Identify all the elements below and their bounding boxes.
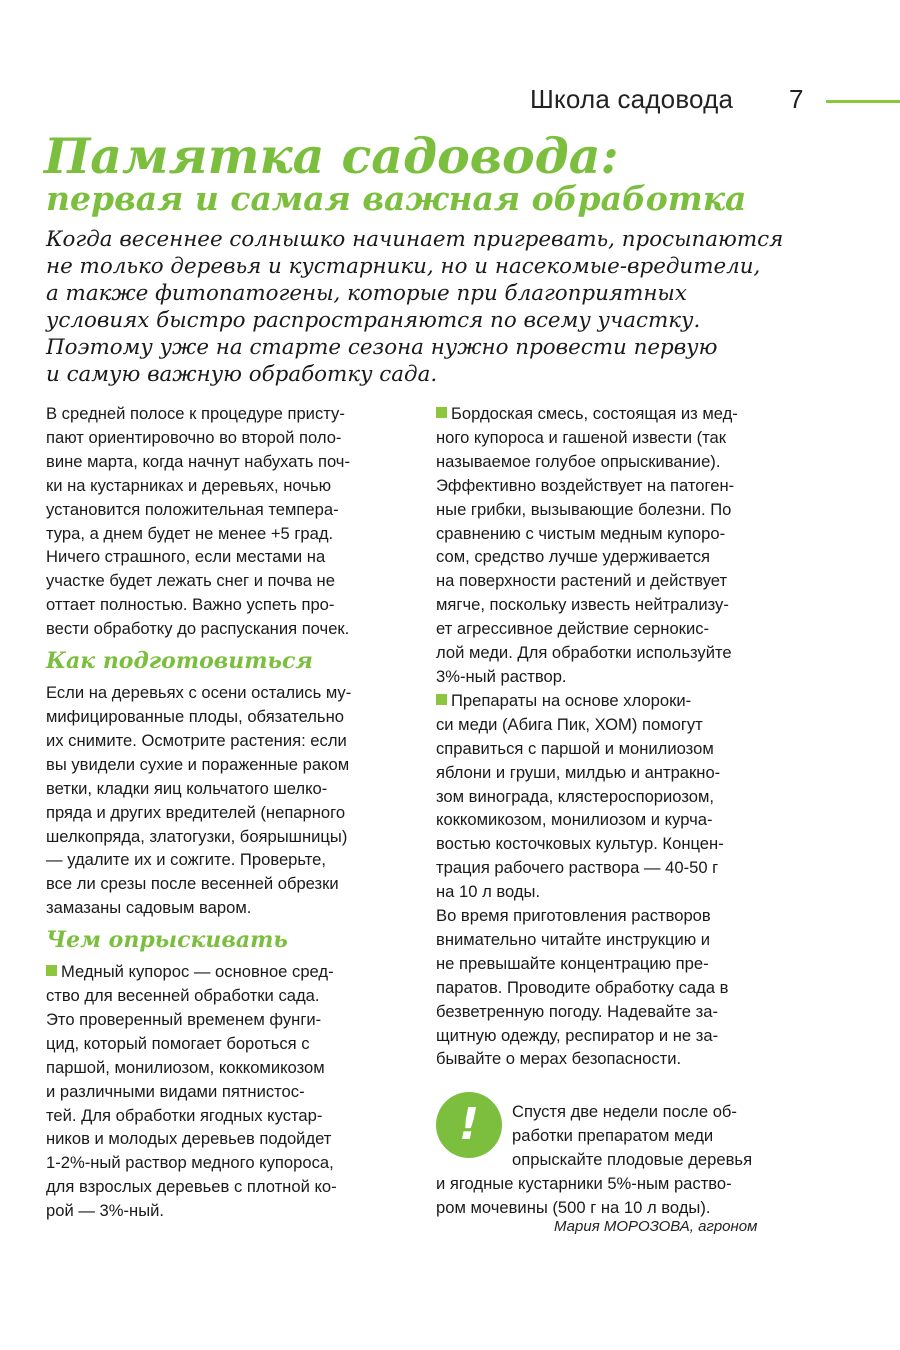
text-line: справиться с паршой и монилиозом [436,738,714,758]
text-line: Это проверенный временем фунги- [46,1009,322,1029]
text-line: участке будет лежать снег и почва не [46,571,335,591]
lead-line: Когда весеннее солнышко начинает пригревать, просыпаются [46,227,784,252]
lead-line: а также фитопатогены, которые при благоприятных [46,281,687,306]
text-line: 3%-ный раствор. [436,666,567,686]
section-heading-spray: Чем опрыскивать [46,927,288,954]
safety-paragraph [436,904,808,1071]
text-line: все ли срезы после весенней обрезки [46,874,339,894]
text-line: тура, а днем будет не менее +5 град. [46,523,334,543]
spray-paragraph [46,960,418,1223]
intro-paragraph [46,402,418,641]
text-line: Если на деревьях с осени остались му- [46,683,352,703]
text-line: вине марта, когда начнут набухать поч- [46,451,350,471]
text-line: трация рабочего раствора — 40-50 г [436,858,719,878]
text-line: шелкопряда, златогузки, боярышницы) [46,826,348,846]
green-square-bullet-icon [436,694,447,705]
right-column [436,402,808,1071]
text-line: ные грибки, вызывающие болезни. По [436,499,732,519]
text-line: рой — 3%-ный. [46,1201,165,1221]
text-line: Эффективно воздействует на патоген- [436,475,735,495]
text-line [46,960,418,984]
text-line: ного купороса и гашеной извести (так [436,427,727,447]
text-line: сом, средство лучше удерживается [436,547,711,567]
text-line: мифицированные плоды, обязательно [46,706,344,726]
bullet-text: Бордоская смесь, состоящая из мед- [451,404,738,423]
text-line: внимательно читайте инструкцию и [436,929,711,949]
text-line: 1-2%-ный раствор медного купороса, [46,1153,334,1173]
text-line: щитную одежду, респиратор и не за- [436,1025,719,1045]
text-line [436,402,808,426]
text-line: установится положительная темпера- [46,499,339,519]
text-line: яблони и груши, милдью и антракно- [436,762,721,782]
text-line: их снимите. Осмотрите растения: если [46,730,347,750]
bordeaux-paragraph [436,402,808,689]
text-line: ет агрессивное действие сернокис- [436,619,710,639]
exclamation-glyph: ! [458,1099,480,1150]
text-line: вы увидели сухие и пораженные раком [46,754,350,774]
tip-note-indented [512,1100,812,1172]
text-line: тей. Для обработки ягодных кустар- [46,1105,323,1125]
author-signature: Мария МОРОЗОВА, агроном [554,1218,758,1235]
text-line: пряда и других вредителей (непарного [46,802,346,822]
note-line: и ягодные кустарники 5%-ным раство- [436,1173,732,1193]
page-number: 7 [789,84,804,114]
note-line: ром мочевины (500 г на 10 л воды). [436,1197,711,1217]
lead-line: Поэтому уже на старте сезона нужно провести первую [46,335,718,360]
note-line: Спустя две недели после об- [512,1102,737,1121]
text-line: коккомикозом, монилиозом и курча- [436,810,713,830]
bullet-text: Медный купорос — основное сред- [61,962,334,982]
lead-line: не только деревья и кустарники, но и насекомые-вредители, [46,254,761,279]
text-line: востью косточковых культур. Концен- [436,834,724,854]
header-rule [826,100,900,103]
text-line: не превышайте концентрацию пре- [436,953,709,973]
text-line: Во время приготовления растворов [436,906,711,926]
text-line: и различными видами пятнистос- [46,1081,305,1101]
text-line: замазаны садовым варом. [46,898,252,918]
section-heading-prepare: Как подготовиться [46,648,313,675]
text-line: ство для весенней обработки сада. [46,986,320,1006]
text-line: — удалите их и сожгите. Проверьте, [46,850,327,870]
lead-line: и самую важную обработку сада. [46,362,438,387]
article-subtitle: первая и самая важная обработка [46,179,747,218]
text-line: си меди (Абига Пик, ХОМ) помогут [436,714,703,734]
section-title: Школа садовода [530,84,734,114]
text-line: безветренную погоду. Надевайте за- [436,1001,719,1021]
text-line: лой меди. Для обработки используйте [436,643,732,663]
text-line: оттает полностью. Важно успеть про- [46,595,335,615]
text-line: для взрослых деревьев с плотной ко- [46,1177,337,1197]
lead-line: условиях быстро распространяются по всему участку. [46,308,701,333]
text-line: мягче, поскольку известь нейтрализу- [436,595,729,615]
text-line: паратов. Проводите обработку сада в [436,977,729,997]
bullet-text: Препараты на основе хлорoки- [451,690,692,710]
green-square-bullet-icon [46,965,57,976]
text-line: ки на кустарниках и деревьях, ночью [46,475,332,495]
text-line: ников и молодых деревьев подойдет [46,1129,332,1149]
text-line: паршой, монилиозом, коккомикозом [46,1057,325,1077]
text-line: на поверхности растений и действует [436,571,728,591]
text-line: бывайте о мерах безопасности. [436,1049,682,1069]
text-line: сравнению с чистым медным купоро- [436,523,726,543]
text-line: В средней полосе к процедуре присту- [46,404,345,423]
lead-paragraph [46,226,836,388]
green-square-bullet-icon [436,407,447,418]
tip-note-full [436,1172,816,1220]
text-line: называемое голубое опрыскивание). [436,451,721,471]
prepare-paragraph [46,681,418,920]
text-line: вести обработку до распускания почек. [46,619,350,639]
note-line: работки препаратом меди [512,1125,714,1145]
note-line: опрыскайте плодовые деревья [512,1149,753,1169]
left-column [46,402,418,1223]
text-line: пают ориентировочно во второй поло- [46,427,342,447]
text-line: зом винограда, клястероспориозом, [436,786,715,806]
text-line: ветки, кладки яиц кольчатого шелко- [46,778,328,798]
exclamation-icon [436,1092,502,1158]
text-line: цид, который помогает бороться с [46,1033,310,1053]
text-line: Ничего страшного, если местами на [46,547,326,567]
text-line [436,689,808,713]
article-title: Памятка садовода: [44,127,619,185]
text-line: на 10 л воды. [436,882,541,902]
copper-oxychloride-paragraph [436,689,808,904]
